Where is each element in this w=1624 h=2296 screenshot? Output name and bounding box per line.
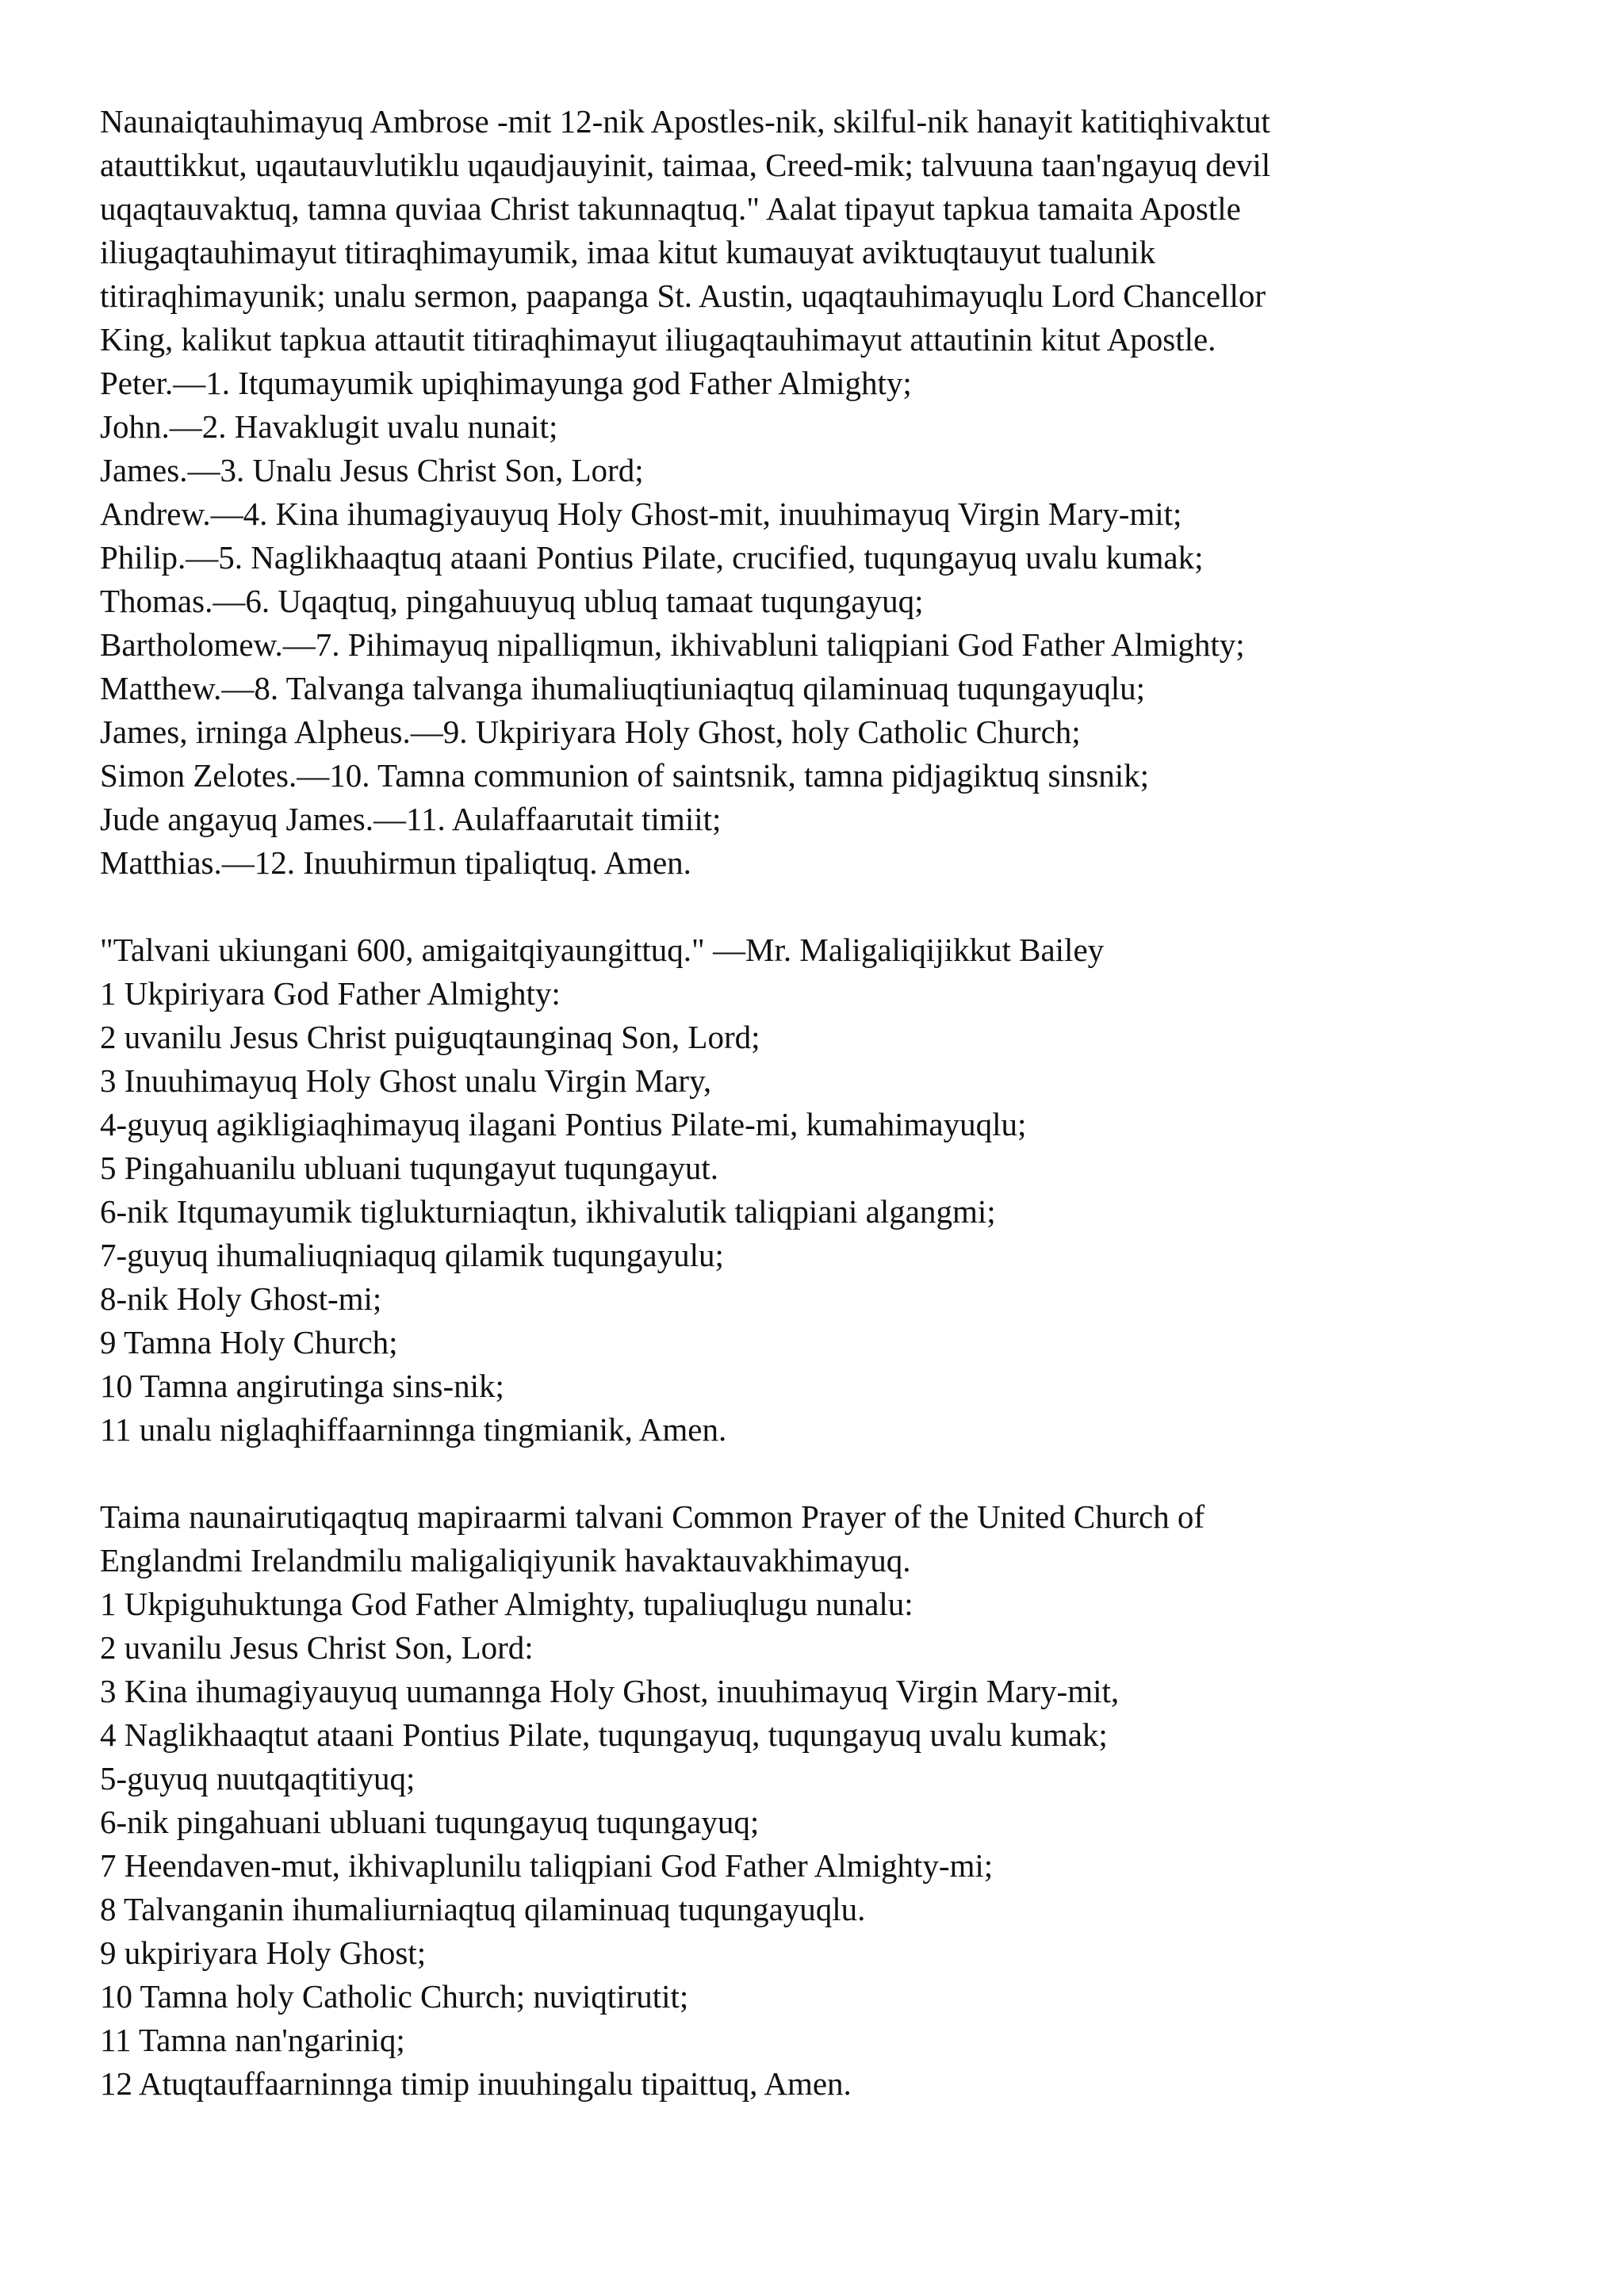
apostle-line: Bartholomew.—7. Pihimayuq nipalliqmun, ikhivabluni taliqpiani God Father Almighty; (100, 626, 1245, 663)
creed-line: 3 Kina ihumagiyauyuq uumannga Holy Ghost, inuuhimayuq Virgin Mary-mit, (100, 1673, 1120, 1709)
creed-line: 6-nik pingahuani ubluani tuqungayuq tuqungayuq; (100, 1804, 760, 1840)
creed-line: 6-nik Itqumayumik tiglukturniaqtun, ikhivalutik taliqpiani algangmi; (100, 1193, 996, 1230)
creed-line: 9 ukpiriyara Holy Ghost; (100, 1934, 427, 1971)
text-line: iliugaqtauhimayut titiraqhimayumik, imaa kitut kumauyat aviktuqtauyut tualunik (100, 234, 1156, 270)
section-heading: Taima naunairutiqaqtuq mapiraarmi talvani Common Prayer of the United Church of (100, 1498, 1205, 1535)
apostle-line: James, irninga Alpheus.—9. Ukpiriyara Holy Ghost, holy Catholic Church; (100, 714, 1081, 750)
creed-line: 11 unalu niglaqhiffaarninnga tingmianik, Amen. (100, 1411, 727, 1448)
text-line: Naunaiqtauhimayuq Ambrose -mit 12-nik Apostles-nik, skilful-nik hanayit katitiqhivaktut (100, 103, 1270, 140)
creed-line: 10 Tamna angirutinga sins-nik; (100, 1368, 504, 1404)
creed-line: 5-guyuq nuutqaqtitiyuq; (100, 1760, 416, 1797)
creed-line: 12 Atuqtauffaarninnga timip inuuhingalu tipaittuq, Amen. (100, 2065, 852, 2102)
section-heading: "Talvani ukiungani 600, amigaitqiyaungittuq." —Mr. Maligaliqijikkut Bailey (100, 932, 1105, 968)
bailey-creed-section (100, 928, 1575, 1452)
paragraph-gap (100, 1452, 1575, 1495)
apostle-line: Matthias.—12. Inuuhirmun tipaliqtuq. Amen. (100, 844, 691, 881)
apostle-line: Matthew.—8. Talvanga talvanga ihumaliuqtiuniaqtuq qilaminuaq tuqungayuqlu; (100, 670, 1145, 706)
text-line: atauttikkut, uqautauvlutiklu uqaudjauyinit, taimaa, Creed-mik; talvuuna taan'ngayuq devil (100, 147, 1271, 183)
document-page (100, 100, 1575, 2106)
common-prayer-creed-section (100, 1495, 1575, 2106)
creed-line: 5 Pingahuanilu ubluani tuqungayut tuqungayut. (100, 1150, 719, 1186)
creed-line: 4-guyuq agikligiaqhimayuq ilagani Pontius Pilate-mi, kumahimayuqlu; (100, 1106, 1027, 1142)
creed-line: 3 Inuuhimayuq Holy Ghost unalu Virgin Mary, (100, 1062, 712, 1099)
creed-line: 1 Ukpiriyara God Father Almighty: (100, 975, 561, 1012)
text-line: titiraqhimayunik; unalu sermon, paapanga St. Austin, uqaqtauhimayuqlu Lord Chancellor (100, 277, 1266, 314)
creed-line: 1 Ukpiguhuktunga God Father Almighty, tupaliuqlugu nunalu: (100, 1586, 914, 1622)
creed-line: 7-guyuq ihumaliuqniaquq qilamik tuqungayulu; (100, 1237, 724, 1273)
apostle-line: Simon Zelotes.—10. Tamna communion of saintsnik, tamna pidjagiktuq sinsnik; (100, 757, 1150, 794)
apostle-line: Philip.—5. Naglikhaaqtuq ataani Pontius Pilate, crucified, tuqungayuq uvalu kumak; (100, 539, 1204, 576)
creed-line: 10 Tamna holy Catholic Church; nuviqtirutit; (100, 1978, 689, 2015)
text-line: uqaqtauvaktuq, tamna quviaa Christ takunnaqtuq." Aalat tipayut tapkua tamaita Apostle (100, 190, 1241, 227)
creed-line: 2 uvanilu Jesus Christ puiguqtaunginaq Son, Lord; (100, 1019, 760, 1055)
apostle-line: Jude angayuq James.—11. Aulaffaarutait timiit; (100, 801, 722, 837)
creed-line: 8-nik Holy Ghost-mi; (100, 1280, 382, 1317)
creed-line: 7 Heendaven-mut, ikhivaplunilu taliqpiani God Father Almighty-mi; (100, 1847, 994, 1884)
creed-line: 9 Tamna Holy Church; (100, 1324, 398, 1360)
apostle-line: Thomas.—6. Uqaqtuq, pingahuuyuq ubluq tamaat tuqungayuq; (100, 583, 924, 619)
creed-line: 2 uvanilu Jesus Christ Son, Lord: (100, 1629, 534, 1666)
apostle-line: James.—3. Unalu Jesus Christ Son, Lord; (100, 452, 644, 488)
creed-line: 8 Talvanganin ihumaliurniaqtuq qilaminuaq tuqungayuqlu. (100, 1891, 866, 1927)
apostle-line: Andrew.—4. Kina ihumagiyauyuq Holy Ghost-mit, inuuhimayuq Virgin Mary-mit; (100, 496, 1182, 532)
text-line: King, kalikut tapkua attautit titiraqhimayut iliugaqtauhimayut attautinin kitut Apostle. (100, 321, 1216, 358)
section-heading: Englandmi Irelandmilu maligaliqiyunik havaktauvakhimayuq. (100, 1542, 911, 1578)
creed-line: 4 Naglikhaaqtut ataani Pontius Pilate, tuqungayuq, tuqungayuq uvalu kumak; (100, 1716, 1108, 1753)
intro-paragraph (100, 100, 1575, 362)
apostle-line: John.—2. Havaklugit uvalu nunait; (100, 408, 558, 445)
apostle-line: Peter.—1. Itqumayumik upiqhimayunga god Father Almighty; (100, 365, 912, 401)
paragraph-gap (100, 885, 1575, 928)
creed-line: 11 Tamna nan'ngariniq; (100, 2022, 405, 2058)
apostles-creed-list (100, 362, 1575, 885)
